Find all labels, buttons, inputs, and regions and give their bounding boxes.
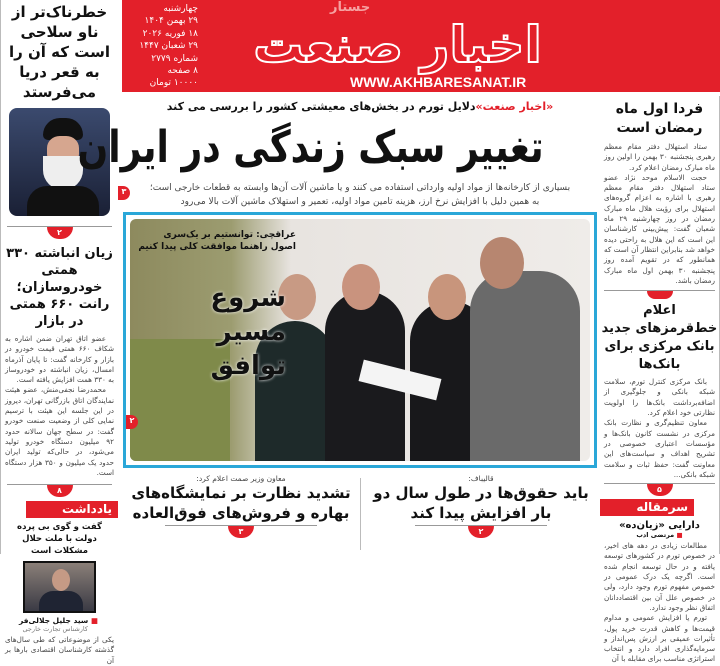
page-badge: ۵ bbox=[647, 484, 673, 496]
website-url[interactable]: WWW.AKHBARESANAT.IR bbox=[350, 74, 527, 90]
bottom-left-story[interactable] bbox=[125, 474, 357, 538]
right-body-1a: ستاد استهلال دفتر مقام معظم رهبری پنجشنبه ۳۰ بهمن را اولین روز ماه مبارک رمضان اعلام کرد. bbox=[604, 142, 715, 172]
page-badge: ۸ bbox=[47, 485, 73, 497]
note-author-role: کارشناس تجارت خارجی bbox=[22, 625, 88, 634]
page-badge: ۲ bbox=[468, 526, 494, 538]
story-headline[interactable]: تشدید نظارت بر نمایشگاه‌های بهاره و فروش‌های فوق‌العاده bbox=[131, 484, 351, 522]
story-kicker: قالیباف: bbox=[468, 474, 494, 483]
page-badge: ۳ bbox=[118, 186, 130, 200]
left-story-body: عضو اتاق تهران ضمن اشاره به شکاف ۶۶۰ همتی قیمت خودرو در بازار و کارخانه گفت: تا پایان آذرماه امسال، زیان انباشته دو خودروساز به ۳۳۰ همت افزایش یافته است. bbox=[5, 334, 114, 385]
left-story-body-2: محمدرضا نجفی‌منش، عضو هیئت نمایندگان اتاق بازرگانی تهران، دیروز در این جلسه این هیئت با ترسیم نمایی کلی از وضعیت صنعت خودرو گفت: در سطح جهان سالانه حدود ۹۲ میلیون دستگاه خودرو تولید می‌شود، در حالی‌که تولید ایران حدود یک میلیون و ۳۵۰ هزار دستگاه است. bbox=[5, 385, 114, 477]
editorial-body-1: مطالعات زیادی در دهه های اخیر، در خصوص تورم در کشورهای توسعه یافته و در حال توسعه انجام شده است. اگرچه یک درک عمومی در خصوص مفهوم تورم وجود دارد، ولی در خصوص علل آن بین اقتصاددانان اتفاق نظر وجود ندارد. bbox=[604, 541, 715, 612]
page-count: ۸ صفحه bbox=[167, 66, 198, 77]
right-headline-1[interactable]: فردا اول ماه رمضان است bbox=[615, 101, 704, 136]
editorial-body-2: تورم یا افزایش عمومی و مداوم قیمت‌ها و کاهش قدرت خرید پول، تأثیرات عمیقی بر ارزش پس‌انداز و سرمایه‌گذاری افراد دارد و انتخاب استراتژی مناسب برای مقابله با آن bbox=[604, 613, 715, 664]
main-sub-2: به همین دلیل با افزایش نرخ ارز، هزینه تامین مواد اولیه، تعمیر و استهلاک ماشین آلات بالا می‌رود bbox=[180, 197, 540, 207]
kicker-text: دلایل تورم در بخش‌های معیشتی کشور را بررسی می کند bbox=[166, 100, 476, 113]
kicker-source: «اخبار صنعت» bbox=[475, 100, 554, 113]
bottom-right-story[interactable] bbox=[365, 474, 597, 538]
issue-info bbox=[124, 3, 198, 90]
story-kicker: معاون وزیر صمت اعلام کرد: bbox=[196, 474, 286, 483]
newspaper-logo: اخبار صنعت bbox=[253, 16, 542, 74]
left-column bbox=[0, 0, 118, 665]
right-column bbox=[600, 96, 720, 664]
page-badge-divider bbox=[647, 291, 673, 299]
page-badge: ۳ bbox=[228, 526, 254, 538]
main-kicker bbox=[125, 99, 595, 115]
main-subheading bbox=[125, 181, 595, 209]
page-badge: ۲ bbox=[126, 415, 138, 429]
masthead-tagline: جستار bbox=[330, 0, 371, 15]
editorial-author: ■ مرتضی ادب bbox=[636, 531, 683, 540]
date-solar: ۲۹ بهمن ۱۴۰۴ bbox=[144, 16, 198, 27]
left-top-headline[interactable]: خطرناک‌تر از ناو سلاحی است که آن را به قعر دریا می‌فرستد bbox=[9, 3, 110, 101]
date-lunar: ۲۹ شعبان ۱۴۴۷ bbox=[139, 41, 198, 52]
story-headline[interactable]: باید حقوق‌ها در طول سال دو بار افزایش پیدا کند bbox=[373, 484, 589, 522]
left-story-headline[interactable]: زیان انباشته ۳۳۰ همتی خودروسازان؛ رانت ۶۶۰ همتی در بازار bbox=[6, 246, 113, 329]
note-author: ■ سید جلیل جلالی‌فر bbox=[18, 616, 98, 626]
price: ۱۰۰۰۰ تومان bbox=[149, 78, 198, 89]
note-body: یکی از موضوعاتی که طی سال‌های گذشته کارشناسان اقتصادی بارها بر آن bbox=[5, 635, 114, 665]
page-badge: ۲ bbox=[47, 227, 73, 239]
main-photo-box[interactable] bbox=[123, 212, 597, 468]
main-headline[interactable]: تغییر سبک زندگی در ایران bbox=[77, 122, 544, 173]
date-gregorian: ۱۸ فوریه ۲۰۲۶ bbox=[142, 28, 198, 39]
issue-number: شماره ۲۷۷۹ bbox=[151, 53, 198, 64]
author-photo bbox=[23, 561, 96, 613]
right-body-2a: بانک مرکزی کنترل تورم، سلامت شبکه بانکی و جلوگیری از اضافه‌برداشت بانک‌ها را اولویت نظارتی خود اعلام کرد. bbox=[604, 377, 715, 418]
right-headline-2[interactable]: اعلام خط‌قرمزهای جدید بانک مرکزی برای بانک‌ها bbox=[601, 303, 718, 373]
note-author-name: سید جلیل جلالی‌فر bbox=[18, 616, 89, 626]
note-title[interactable]: گفت و گوی بی پرده دولت با ملت حلال مشکلات است bbox=[17, 522, 102, 557]
main-headline-box bbox=[77, 118, 595, 178]
editorial-title[interactable]: دارایی «زیان‌ده» bbox=[619, 520, 700, 532]
editorial-author-name: مرتضی ادب bbox=[636, 531, 675, 540]
note-label: یادداشت bbox=[26, 501, 118, 518]
main-sub-1: بسیاری از کارخانه‌ها از مواد اولیه وارداتی استفاده می کنند و یا ماشین آلات آن‌ها وابسته به قطعات خارجی است؛ bbox=[149, 183, 571, 193]
right-body-1b: حجت الاسلام موحد نژاد عضو ستاد استهلال دفتر مقام معظم رهبری با اشاره به اعزام گروه‌های استهلال برای رؤیت هلال ماه مبارک رمضان در روز چهارشنبه ۲۹ ماه شعبان گفت: پیش‌بینی کارشناسان این است که این هلال به راحتی دیده خواهد شد بنابراین انتظار آن است که همانطور که در تقویم آمده روز پنجشنبه ۳۰ بهمن اول ماه مبارک رمضان باشد. bbox=[604, 172, 715, 285]
photo-headline[interactable]: شروع مسیر توافق bbox=[210, 283, 286, 381]
column-divider bbox=[360, 478, 361, 550]
right-body-2b: معاون تنظیم‌گری و نظارت بانک مرکزی در نشست کانون بانک‌ها و مؤسسات اعتباری خصوصی در تشریح اهداف و سیاست‌های این معاونت گفت: حفظ ثبات و سلامت شبکه بانکی... bbox=[604, 418, 715, 479]
photo-kicker: عراقچی: توانستیم بر یک‌سری اصول راهنما موافقت کلی پیدا کنیم bbox=[138, 230, 296, 252]
editorial-label: سرمقاله bbox=[600, 499, 694, 516]
weekday: چهارشنبه bbox=[163, 4, 198, 14]
